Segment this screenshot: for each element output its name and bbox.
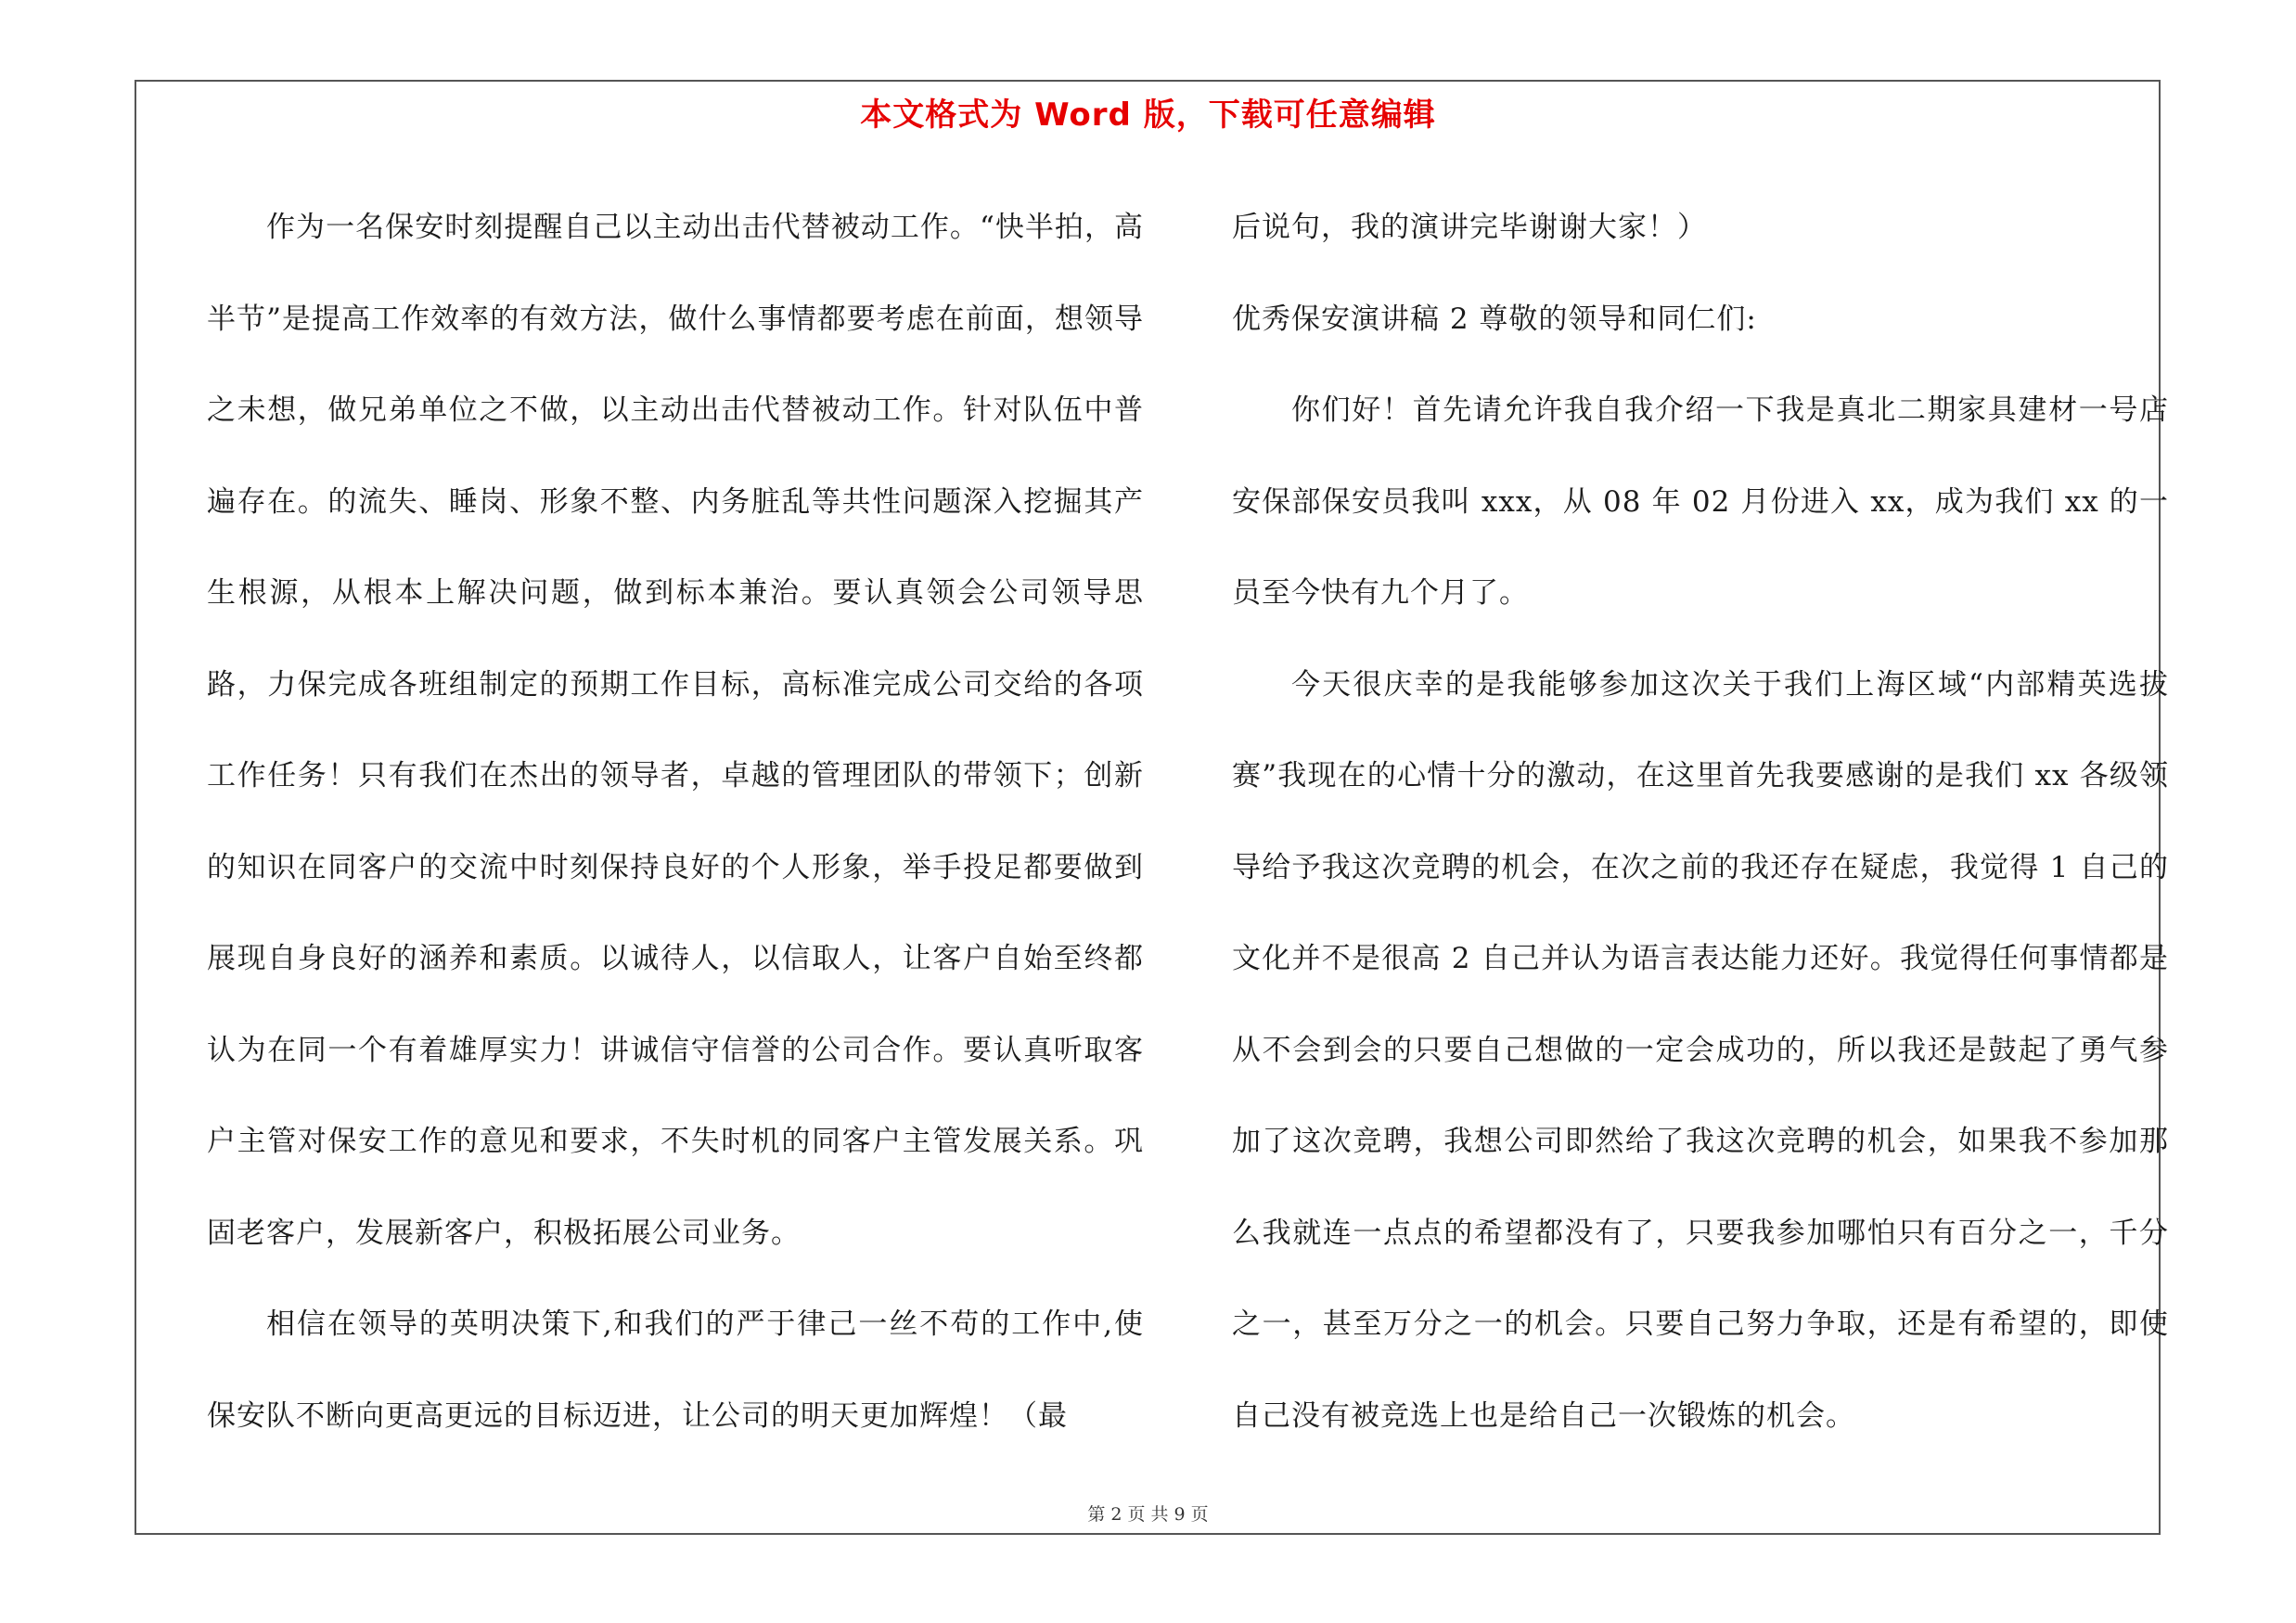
document-banner: 本文格式为 Word 版，下载可任意编辑: [860, 97, 1436, 134]
page-footer: [0, 1501, 2296, 1526]
right-paragraph-title: 优秀保安演讲稿 2 尊敬的领导和同仁们:: [1232, 302, 1757, 336]
footer-current-page: 2: [1110, 1504, 1122, 1525]
footer-prefix: 第: [1087, 1504, 1106, 1525]
footer-page-word: 页: [1127, 1504, 1146, 1525]
right-column: [1232, 182, 2169, 1462]
left-paragraph-1: 作为一名保安时刻提醒自己以主动出击代替被动工作。“快半拍，高半节”是提高工作效率的有效方法，做什么事情都要考虑在前面，想领导之未想，做兄弟单位之不做，以主动出击代替被动工作。针对队伍中普遍存在。的流失、睡岗、形象不整、内务脏乱等共性问题深入挖掘其产生根源，从根本上解决问题，做到标本兼治。要认真领会公司领导思路，力保完成各班组制定的预期工作目标，高标准完成公司交给的各项工作任务！只有我们在杰出的领导者，卓越的管理团队的带领下；创新的知识在同客户的交流中时刻保持良好的个人形象，举手投足都要做到展现自身良好的涵养和素质。以诚待人，以信取人，让客户自始至终都认为在同一个有着雄厚实力！讲诚信守信誉的公司合作。要认真听取客户主管对保安工作的意见和要求，不失时机的同客户主管发展关系。巩固老客户，发展新客户，积极拓展公司业务。: [207, 211, 1144, 1250]
footer-total-prefix: 共: [1150, 1504, 1169, 1525]
right-paragraph-1: 后说句，我的演讲完毕谢谢大家！）: [1232, 211, 1707, 244]
right-paragraph-3: 今天很庆幸的是我能够参加这次关于我们上海区域“内部精英选拔赛”我现在的心情十分的激动，在这里首先我要感谢的是我们 xx 各级领导给予我这次竞聘的机会，在次之前的我还存在疑虑，我觉得 1 自己的文化并不是很高 2 自己并认为语言表达能力还好。我觉得任何事情都是从不会到会的只要自己想做的一定会成功的，所以我还是鼓起了勇气参加了这次竞聘，我想公司即然给了我这次竞聘的机会，如果我不参加那么我就连一点点的希望都没有了，只要我参加哪怕只有百分之一，千分之一，甚至万分之一的机会。只要自己努力争取，还是有希望的，即使自己没有被竞选上也是给自己一次锻炼的机会。: [1232, 667, 2169, 1433]
footer-total-suffix: 页: [1190, 1504, 1209, 1525]
right-paragraph-2: 你们好！首先请允许我自我介绍一下我是真北二期家具建材一号店安保部保安员我叫 xxx，从 08 年 02 月份进入 xx，成为我们 xx 的一员至今快有九个月了。: [1232, 393, 2169, 610]
footer-total-pages: 9: [1174, 1504, 1186, 1525]
left-column: [207, 182, 1144, 1462]
left-paragraph-2: 相信在领导的英明决策下,和我们的严于律己一丝不苟的工作中,使保安队不断向更高更远的目标迈进，让公司的明天更加辉煌！（最: [207, 1307, 1144, 1433]
